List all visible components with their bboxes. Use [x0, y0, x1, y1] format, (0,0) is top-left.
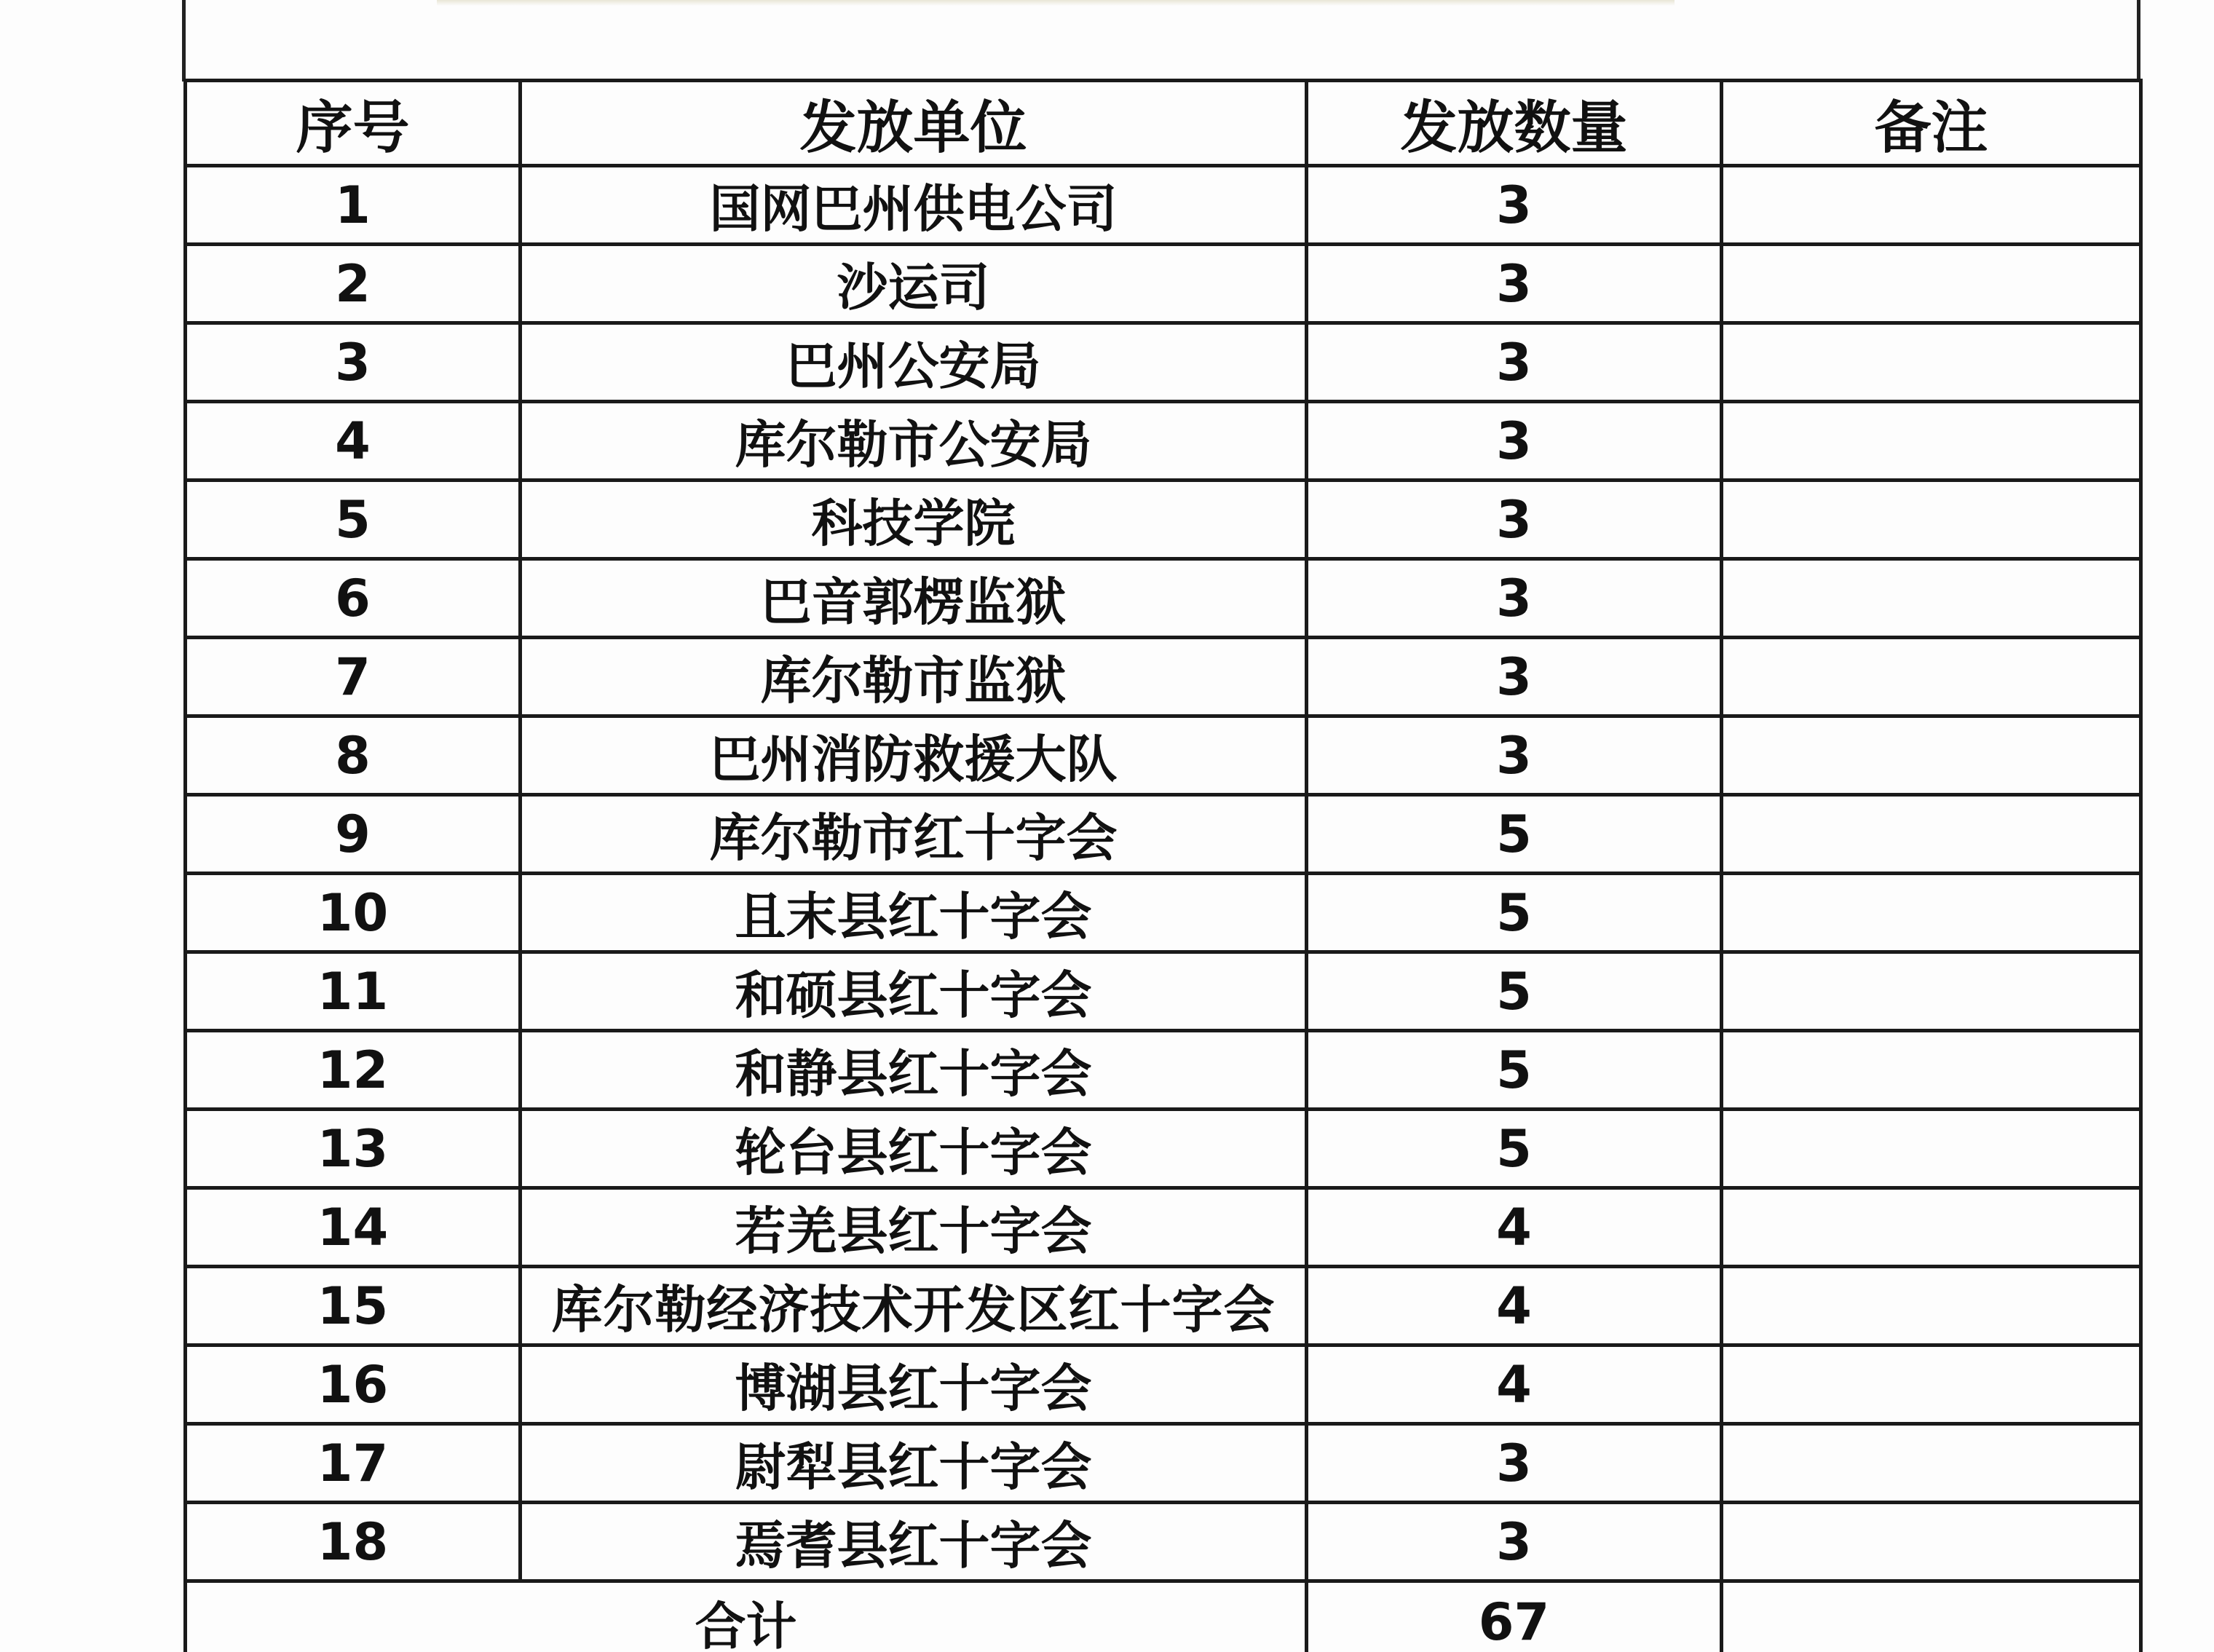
row-remarks: [1722, 1188, 2141, 1267]
row-unit: 库尔勒经济技术开发区红十字会: [521, 1267, 1307, 1345]
scan-smudge: [437, 0, 1675, 6]
row-index: 3: [186, 323, 521, 402]
table-row: [186, 795, 2141, 874]
row-index: 16: [186, 1345, 521, 1424]
row-unit: 库尔勒市监狱: [521, 638, 1307, 716]
row-quantity: 3: [1307, 638, 1722, 716]
row-quantity: 5: [1307, 1110, 1722, 1188]
row-remarks: [1722, 559, 2141, 638]
row-remarks: [1722, 323, 2141, 402]
table-row: [186, 166, 2141, 245]
row-index: 5: [186, 481, 521, 559]
row-index: 4: [186, 402, 521, 481]
row-remarks: [1722, 1110, 2141, 1188]
row-unit: 轮台县红十字会: [521, 1110, 1307, 1188]
table-row: [186, 1345, 2141, 1424]
row-quantity: 3: [1307, 716, 1722, 795]
table-row: [186, 874, 2141, 952]
row-quantity: 5: [1307, 874, 1722, 952]
row-index: 17: [186, 1424, 521, 1503]
row-unit: 国网巴州供电公司: [521, 166, 1307, 245]
row-quantity: 5: [1307, 1031, 1722, 1110]
row-unit: 且末县红十字会: [521, 874, 1307, 952]
row-remarks: [1722, 481, 2141, 559]
table-row: [186, 716, 2141, 795]
row-remarks: [1722, 952, 2141, 1031]
row-remarks: [1722, 1503, 2141, 1581]
row-index: 12: [186, 1031, 521, 1110]
table-row: [186, 559, 2141, 638]
row-index: 14: [186, 1188, 521, 1267]
row-unit: 焉耆县红十字会: [521, 1503, 1307, 1581]
row-index: 7: [186, 638, 521, 716]
row-index: 10: [186, 874, 521, 952]
header-index: 序号: [186, 81, 521, 166]
row-index: 6: [186, 559, 521, 638]
total-quantity: 67: [1307, 1581, 1722, 1652]
row-quantity: 3: [1307, 323, 1722, 402]
table-row: [186, 638, 2141, 716]
row-remarks: [1722, 245, 2141, 323]
row-remarks: [1722, 1031, 2141, 1110]
table-right-border-extension: [2137, 0, 2140, 82]
table-row: [186, 1031, 2141, 1110]
row-index: 2: [186, 245, 521, 323]
row-remarks: [1722, 166, 2141, 245]
table-left-border-extension: [182, 0, 186, 82]
total-row: [186, 1581, 2141, 1652]
total-remarks: [1722, 1581, 2141, 1652]
row-index: 9: [186, 795, 521, 874]
table-row: [186, 1110, 2141, 1188]
row-quantity: 3: [1307, 245, 1722, 323]
row-index: 18: [186, 1503, 521, 1581]
row-quantity: 4: [1307, 1188, 1722, 1267]
row-unit: 博湖县红十字会: [521, 1345, 1307, 1424]
table-row: [186, 952, 2141, 1031]
row-index: 11: [186, 952, 521, 1031]
row-unit: 若羌县红十字会: [521, 1188, 1307, 1267]
row-unit: 和静县红十字会: [521, 1031, 1307, 1110]
row-quantity: 5: [1307, 952, 1722, 1031]
row-quantity: 3: [1307, 481, 1722, 559]
table-row: [186, 1267, 2141, 1345]
row-unit: 尉犁县红十字会: [521, 1424, 1307, 1503]
row-quantity: 4: [1307, 1267, 1722, 1345]
row-unit: 巴州消防救援大队: [521, 716, 1307, 795]
row-quantity: 5: [1307, 795, 1722, 874]
header-row: [186, 81, 2141, 166]
row-remarks: [1722, 795, 2141, 874]
row-quantity: 4: [1307, 1345, 1722, 1424]
row-index: 1: [186, 166, 521, 245]
row-quantity: 3: [1307, 402, 1722, 481]
row-unit: 巴音郭楞监狱: [521, 559, 1307, 638]
row-quantity: 3: [1307, 1424, 1722, 1503]
row-remarks: [1722, 638, 2141, 716]
row-remarks: [1722, 402, 2141, 481]
row-quantity: 3: [1307, 1503, 1722, 1581]
distribution-table: [183, 79, 2143, 1652]
table-row: [186, 245, 2141, 323]
row-remarks: [1722, 1424, 2141, 1503]
row-unit: 沙运司: [521, 245, 1307, 323]
row-quantity: 3: [1307, 559, 1722, 638]
table-row: [186, 481, 2141, 559]
row-index: 8: [186, 716, 521, 795]
table-row: [186, 1503, 2141, 1581]
header-quantity: 发放数量: [1307, 81, 1722, 166]
header-unit: 发放单位: [521, 81, 1307, 166]
row-unit: 库尔勒市红十字会: [521, 795, 1307, 874]
table-row: [186, 323, 2141, 402]
row-quantity: 3: [1307, 166, 1722, 245]
row-index: 13: [186, 1110, 521, 1188]
row-unit: 库尔勒市公安局: [521, 402, 1307, 481]
table-row: [186, 1188, 2141, 1267]
table-row: [186, 402, 2141, 481]
row-unit: 科技学院: [521, 481, 1307, 559]
header-remarks: 备注: [1722, 81, 2141, 166]
table-row: [186, 1424, 2141, 1503]
row-unit: 和硕县红十字会: [521, 952, 1307, 1031]
row-remarks: [1722, 874, 2141, 952]
row-remarks: [1722, 1267, 2141, 1345]
row-remarks: [1722, 1345, 2141, 1424]
row-remarks: [1722, 716, 2141, 795]
row-index: 15: [186, 1267, 521, 1345]
total-label: 合计: [186, 1581, 1307, 1652]
row-unit: 巴州公安局: [521, 323, 1307, 402]
